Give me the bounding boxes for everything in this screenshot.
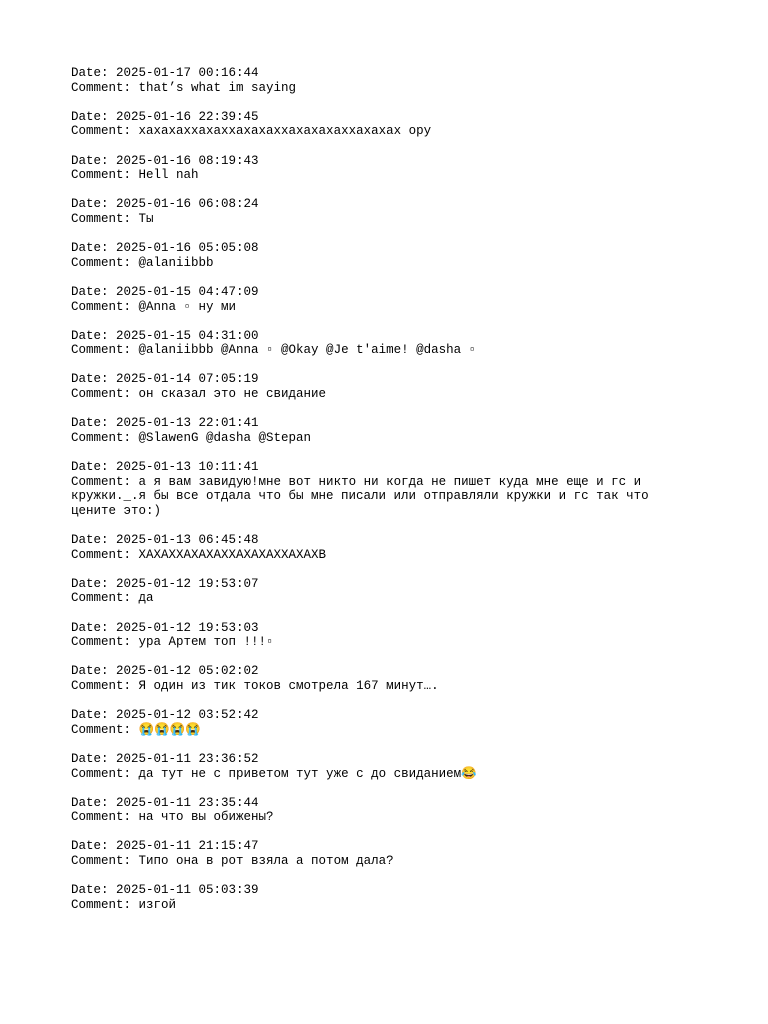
date-label: Date: xyxy=(71,708,109,723)
date-line xyxy=(71,154,671,169)
date-line xyxy=(71,664,671,679)
comment-label: Comment: xyxy=(71,343,132,358)
date-value: 2025-01-17 00:16:44 xyxy=(116,66,259,80)
comment-text: @SlawenG @dasha @Stepan xyxy=(138,430,312,445)
comment-entry xyxy=(71,285,671,314)
comment-text: @alaniibbb xyxy=(138,255,214,270)
date-value: 2025-01-11 23:35:44 xyxy=(116,795,259,810)
comment-label: Comment: xyxy=(71,124,132,139)
date-label: Date: xyxy=(71,328,109,343)
date-label: Date: xyxy=(71,66,109,80)
comment-line xyxy=(71,387,671,402)
date-label: Date: xyxy=(71,284,109,299)
date-label: Date: xyxy=(71,241,109,256)
date-value: 2025-01-16 06:08:24 xyxy=(116,197,259,212)
comment-line xyxy=(71,767,671,782)
comment-label: Comment: xyxy=(71,722,132,737)
date-value: 2025-01-16 05:05:08 xyxy=(116,241,259,256)
comment-label: Comment: xyxy=(71,80,132,95)
comment-text: на что вы обижены? xyxy=(138,810,274,825)
date-value: 2025-01-11 05:03:39 xyxy=(116,883,259,898)
comment-label: Comment: xyxy=(71,387,132,402)
date-label: Date: xyxy=(71,109,109,124)
date-label: Date: xyxy=(71,416,109,431)
comment-entry xyxy=(71,416,671,445)
comment-text: изгой xyxy=(138,897,177,912)
comment-label: Comment: xyxy=(71,766,132,781)
comment-line xyxy=(71,898,671,913)
comment-line xyxy=(71,343,671,358)
comment-label: Comment: xyxy=(71,854,132,869)
comment-text: он сказал это не свидание xyxy=(138,387,327,402)
comment-line xyxy=(71,81,671,96)
comment-text: @alaniibbb @Anna ▫ @Okay @Je t'aime! @dasha ▫ xyxy=(138,343,477,358)
comment-label: Comment: xyxy=(71,255,132,270)
comment-text: that’s what im saying xyxy=(138,80,297,95)
comment-entry xyxy=(71,708,671,737)
date-line xyxy=(71,66,671,81)
date-value: 2025-01-12 19:53:07 xyxy=(116,576,259,591)
date-line xyxy=(71,796,671,811)
date-value: 2025-01-14 07:05:19 xyxy=(116,372,259,387)
date-value: 2025-01-12 19:53:03 xyxy=(116,620,259,635)
date-label: Date: xyxy=(71,664,109,679)
date-value: 2025-01-11 23:36:52 xyxy=(116,751,259,766)
date-line xyxy=(71,197,671,212)
comment-entry xyxy=(71,533,671,562)
date-label: Date: xyxy=(71,576,109,591)
date-value: 2025-01-16 08:19:43 xyxy=(116,153,259,168)
comment-line xyxy=(71,256,671,271)
comment-line xyxy=(71,300,671,315)
date-label: Date: xyxy=(71,751,109,766)
date-value: 2025-01-11 21:15:47 xyxy=(116,839,259,854)
comment-label: Comment: xyxy=(71,897,132,912)
comment-label: Comment: xyxy=(71,430,132,445)
date-label: Date: xyxy=(71,197,109,212)
date-value: 2025-01-13 22:01:41 xyxy=(116,416,259,431)
date-line xyxy=(71,708,671,723)
comment-entry xyxy=(71,66,671,95)
comment-entry xyxy=(71,241,671,270)
date-value: 2025-01-13 10:11:41 xyxy=(116,460,259,475)
date-line xyxy=(71,416,671,431)
comment-label: Comment: xyxy=(71,168,132,183)
comment-entry xyxy=(71,110,671,139)
date-label: Date: xyxy=(71,883,109,898)
date-value: 2025-01-12 05:02:02 xyxy=(116,664,259,679)
comment-entry xyxy=(71,197,671,226)
comment-label: Comment: xyxy=(71,474,132,489)
comment-line xyxy=(71,635,671,650)
date-value: 2025-01-16 22:39:45 xyxy=(116,109,259,124)
date-label: Date: xyxy=(71,839,109,854)
comment-text: Типо она в рот взяла а потом дала? xyxy=(138,854,394,869)
date-line xyxy=(71,533,671,548)
comment-text: ура Артем топ !!!▫ xyxy=(138,635,274,650)
comment-entry xyxy=(71,664,671,693)
comment-line xyxy=(71,854,671,869)
comment-label: Comment: xyxy=(71,547,132,562)
comment-text: Ты xyxy=(138,211,154,226)
date-line xyxy=(71,285,671,300)
comment-text: Hell nah xyxy=(138,168,199,183)
date-value: 2025-01-13 06:45:48 xyxy=(116,533,259,547)
comment-line xyxy=(71,679,671,694)
date-label: Date: xyxy=(71,460,109,475)
comment-entry xyxy=(71,839,671,868)
date-line xyxy=(71,241,671,256)
date-value: 2025-01-12 03:52:42 xyxy=(116,708,259,723)
comment-line xyxy=(71,168,671,183)
comment-text: хахахаххахаххахахаххахахахаххахахах ору xyxy=(138,124,432,139)
comment-line xyxy=(71,723,671,738)
comment-entry xyxy=(71,796,671,825)
date-label: Date: xyxy=(71,795,109,810)
comment-text: 😭😭😭😭 xyxy=(138,722,201,737)
date-label: Date: xyxy=(71,153,109,168)
comment-entry xyxy=(71,577,671,606)
comment-log xyxy=(71,66,671,927)
comment-text: Я один из тик токов смотрела 167 минут…. xyxy=(138,678,439,693)
date-line xyxy=(71,621,671,636)
comment-entry xyxy=(71,154,671,183)
date-label: Date: xyxy=(71,372,109,387)
comment-line xyxy=(71,212,671,227)
comment-label: Comment: xyxy=(71,635,132,650)
date-value: 2025-01-15 04:31:00 xyxy=(116,328,259,343)
comment-line xyxy=(71,475,671,519)
date-label: Date: xyxy=(71,533,109,547)
date-line xyxy=(71,460,671,475)
comment-line xyxy=(71,548,671,563)
comment-entry xyxy=(71,621,671,650)
date-line xyxy=(71,577,671,592)
comment-entry xyxy=(71,329,671,358)
comment-label: Comment: xyxy=(71,299,132,314)
comment-line xyxy=(71,591,671,606)
comment-entry xyxy=(71,372,671,401)
comment-label: Comment: xyxy=(71,678,132,693)
date-line xyxy=(71,752,671,767)
comment-label: Comment: xyxy=(71,211,132,226)
date-line xyxy=(71,372,671,387)
comment-text: ХАХАХХАХАХАХХАХАХАХХАХАХВ xyxy=(138,547,327,562)
comment-line xyxy=(71,810,671,825)
date-line xyxy=(71,883,671,898)
date-line xyxy=(71,110,671,125)
date-value: 2025-01-15 04:47:09 xyxy=(116,284,259,299)
comment-text: да xyxy=(138,591,154,606)
comment-text: @Anna ▫ ну ми xyxy=(138,299,237,314)
date-label: Date: xyxy=(71,620,109,635)
comment-entry xyxy=(71,460,671,518)
comment-entry xyxy=(71,752,671,781)
date-line xyxy=(71,329,671,344)
comment-line xyxy=(71,124,671,139)
comment-text: а я вам завидую!мне вот никто ни когда не пишет куда мне еще и гс и кружки._.я бы все отдала что бы мне писали или отправляли кружки и гс так что цените это:) xyxy=(71,474,657,518)
comment-entry xyxy=(71,883,671,912)
date-line xyxy=(71,839,671,854)
comment-label: Comment: xyxy=(71,810,132,825)
comment-label: Comment: xyxy=(71,591,132,606)
comment-text: да тут не с приветом тут уже с до свиданием😂 xyxy=(138,766,477,781)
comment-line xyxy=(71,431,671,446)
